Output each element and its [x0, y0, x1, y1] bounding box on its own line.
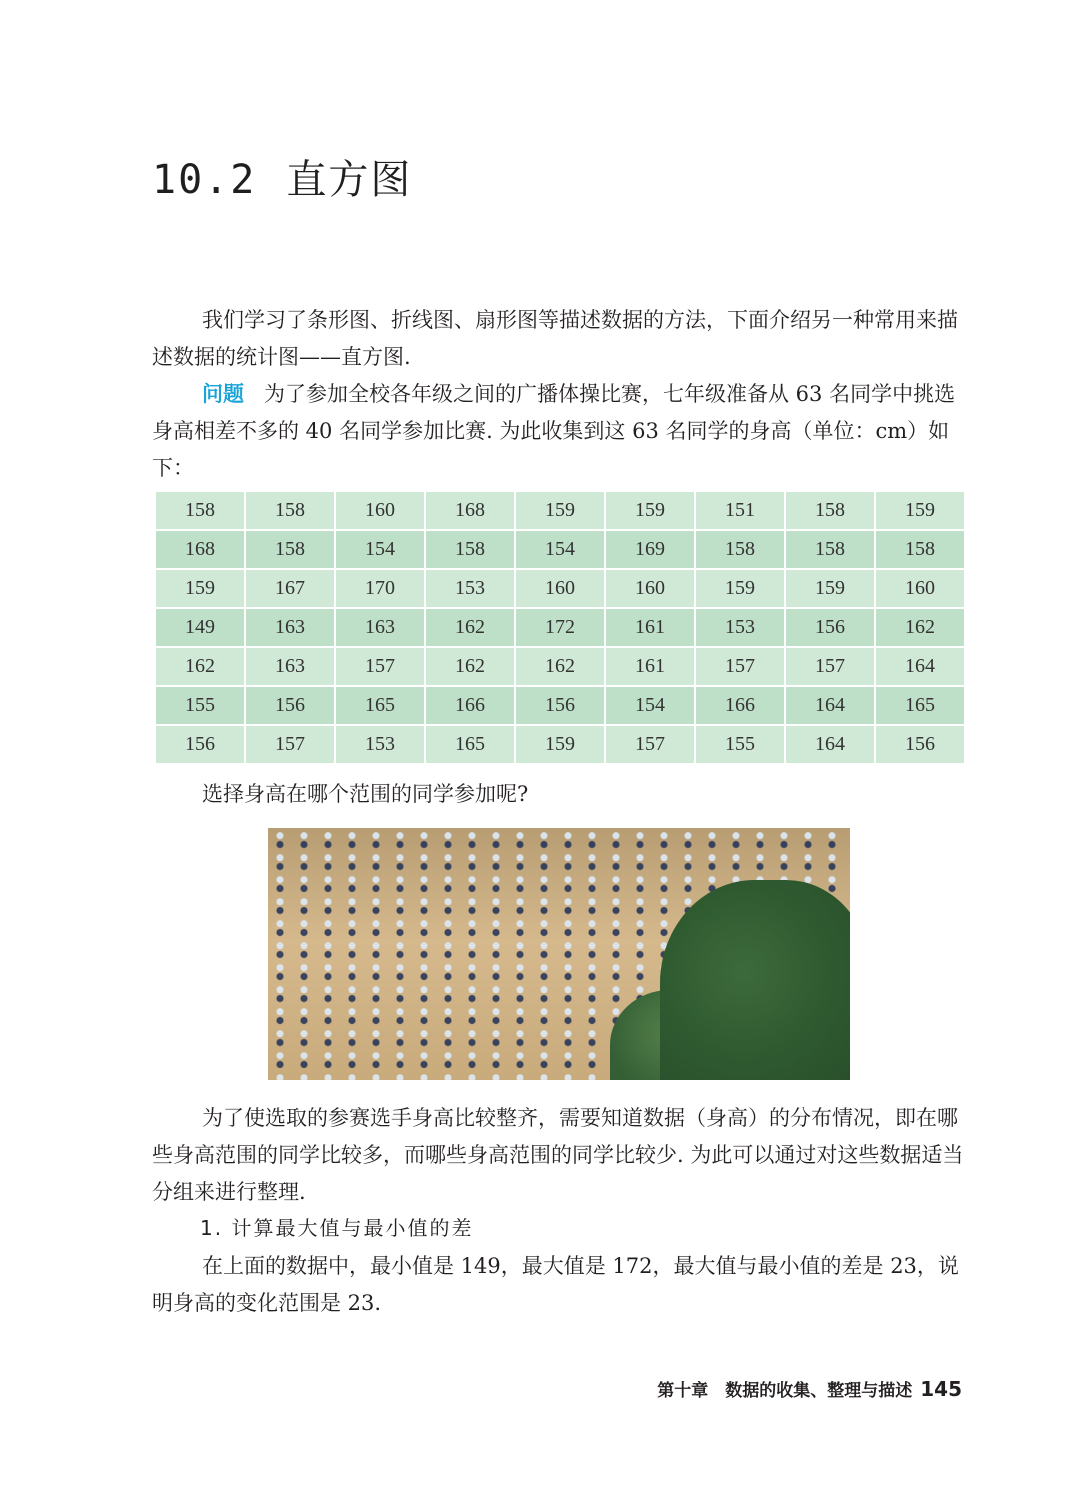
table-cell: 153	[335, 725, 425, 764]
table-cell: 165	[425, 725, 515, 764]
table-cell: 149	[155, 608, 245, 647]
exercise-photo	[268, 828, 850, 1080]
table-cell: 158	[425, 530, 515, 569]
table-cell: 168	[425, 491, 515, 530]
table-cell: 170	[335, 569, 425, 608]
table-cell: 154	[515, 530, 605, 569]
table-cell: 164	[875, 647, 965, 686]
table-cell: 153	[695, 608, 785, 647]
table-row	[155, 530, 965, 569]
table-cell: 169	[605, 530, 695, 569]
table-cell: 172	[515, 608, 605, 647]
table-cell: 166	[695, 686, 785, 725]
table-cell: 158	[785, 530, 875, 569]
table-cell: 157	[695, 647, 785, 686]
table-cell: 156	[515, 686, 605, 725]
table-cell: 158	[245, 491, 335, 530]
distribution-paragraph: 为了使选取的参赛选手身高比较整齐，需要知道数据（身高）的分布情况，即在哪些身高范围的同学比较多，而哪些身高范围的同学比较少. 为此可以通过对这些数据适当分组来进行整理.	[152, 1106, 964, 1204]
table-cell: 162	[155, 647, 245, 686]
table-row	[155, 725, 965, 764]
table-cell: 158	[875, 530, 965, 569]
table-cell: 160	[335, 491, 425, 530]
range-paragraph: 在上面的数据中，最小值是 149，最大值是 172，最大值与最小值的差是 23，说明身高的变化范围是 23.	[152, 1254, 959, 1315]
question-text: 选择身高在哪个范围的同学参加呢?	[202, 782, 529, 806]
table-cell: 155	[695, 725, 785, 764]
table-cell: 163	[335, 608, 425, 647]
page-footer	[657, 1376, 962, 1401]
table-row	[155, 569, 965, 608]
table-cell: 162	[425, 608, 515, 647]
table-cell: 161	[605, 608, 695, 647]
table-cell: 157	[785, 647, 875, 686]
table-cell: 158	[695, 530, 785, 569]
table-cell: 168	[155, 530, 245, 569]
table-cell: 163	[245, 647, 335, 686]
section-title	[152, 148, 412, 205]
table-cell: 159	[515, 491, 605, 530]
table-cell: 160	[515, 569, 605, 608]
table-cell: 154	[605, 686, 695, 725]
problem-paragraph	[152, 376, 968, 487]
table-cell: 159	[515, 725, 605, 764]
table-cell: 156	[785, 608, 875, 647]
table-cell: 162	[875, 608, 965, 647]
height-data-table	[154, 490, 966, 765]
table-row	[155, 608, 965, 647]
section-title-text: 直方图	[286, 157, 413, 203]
page-number: 145	[920, 1377, 962, 1401]
table-cell: 163	[245, 608, 335, 647]
table-cell: 160	[875, 569, 965, 608]
table-cell: 165	[335, 686, 425, 725]
table-cell: 159	[785, 569, 875, 608]
tree-shape	[660, 880, 850, 1080]
table-cell: 157	[245, 725, 335, 764]
table-cell: 159	[605, 491, 695, 530]
table-cell: 164	[785, 725, 875, 764]
table-cell: 156	[245, 686, 335, 725]
section-number: 10.2	[152, 157, 257, 203]
problem-text: 为了参加全校各年级之间的广播体操比赛，七年级准备从 63 名同学中挑选身高相差不多的 40 名同学参加比赛. 为此收集到这 63 名同学的身高（单位：cm）如下：	[152, 382, 956, 480]
table-cell: 162	[515, 647, 605, 686]
table-cell: 158	[785, 491, 875, 530]
table-row	[155, 647, 965, 686]
table-cell: 166	[425, 686, 515, 725]
table-cell: 164	[785, 686, 875, 725]
intro-paragraph: 我们学习了条形图、折线图、扇形图等描述数据的方法，下面介绍另一种常用来描述数据的统计图——直方图.	[152, 308, 958, 369]
table-cell: 165	[875, 686, 965, 725]
table-cell: 153	[425, 569, 515, 608]
table-cell: 157	[335, 647, 425, 686]
table-cell: 160	[605, 569, 695, 608]
table-cell: 156	[875, 725, 965, 764]
problem-label: 问题	[202, 382, 244, 406]
table-cell: 159	[695, 569, 785, 608]
chapter-title: 第十章 数据的收集、整理与描述	[657, 1381, 913, 1401]
table-cell: 154	[335, 530, 425, 569]
table-cell: 157	[605, 725, 695, 764]
table-cell: 167	[245, 569, 335, 608]
table-cell: 151	[695, 491, 785, 530]
table-cell: 155	[155, 686, 245, 725]
step-heading: 1. 计算最大值与最小值的差	[200, 1216, 474, 1240]
table-row	[155, 686, 965, 725]
table-cell: 156	[155, 725, 245, 764]
table-cell: 162	[425, 647, 515, 686]
table-row	[155, 491, 965, 530]
table-cell: 159	[875, 491, 965, 530]
table-cell: 159	[155, 569, 245, 608]
table-cell: 161	[605, 647, 695, 686]
table-cell: 158	[245, 530, 335, 569]
table-cell: 158	[155, 491, 245, 530]
